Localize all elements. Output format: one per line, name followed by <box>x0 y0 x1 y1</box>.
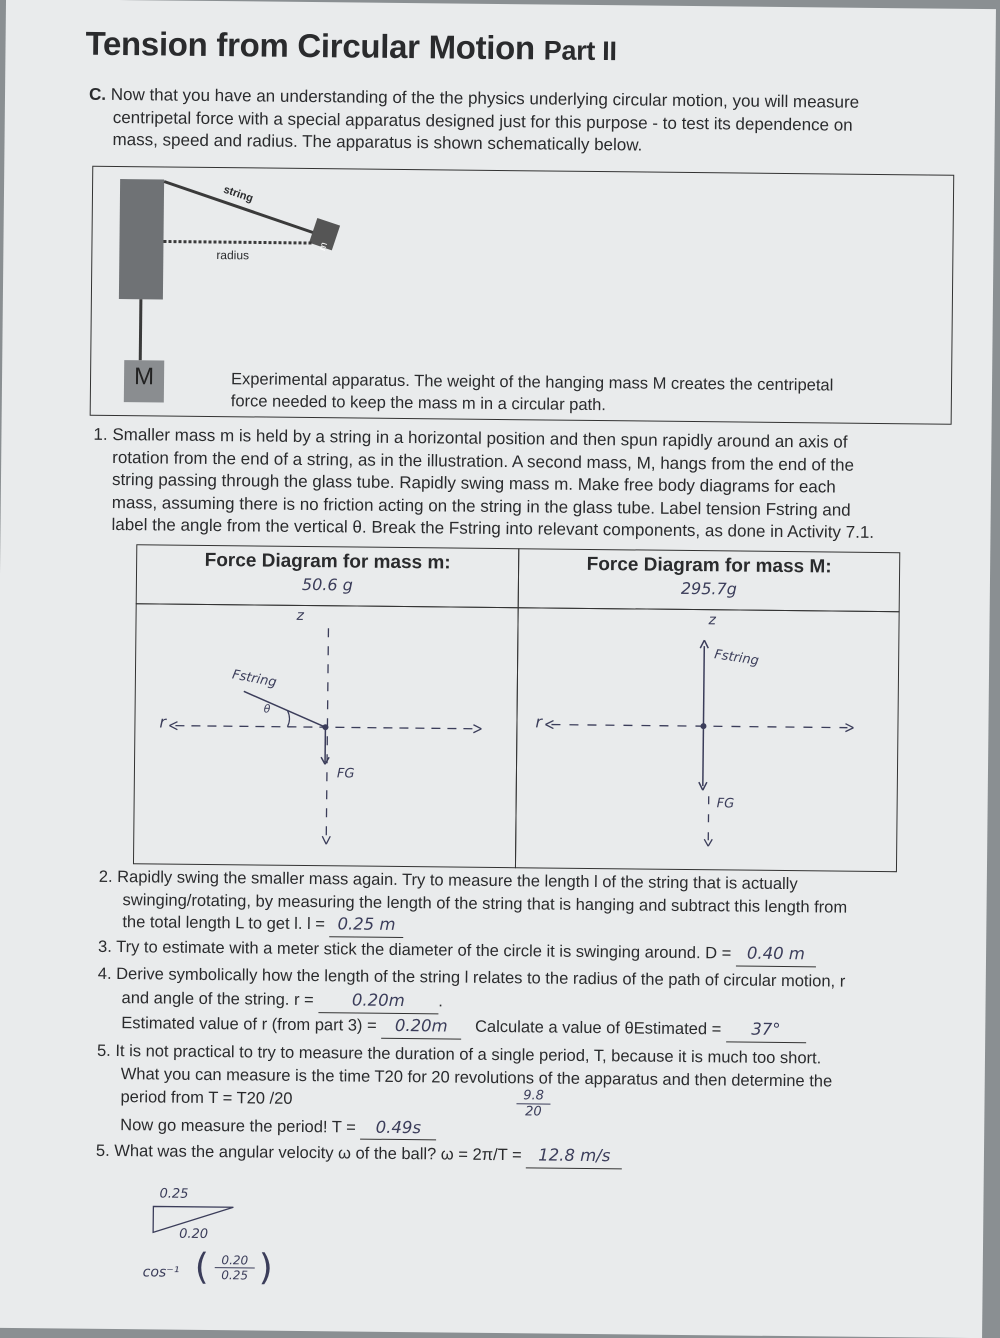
left-right-arrowhead <box>473 725 481 733</box>
q3-answer: 0.40 m <box>736 943 816 967</box>
q4-estimate-prefix: Estimated value of r (from part 3) = <box>121 1014 377 1035</box>
work-hypotenuse: 0.25 <box>159 1186 188 1201</box>
work-adjacent: 0.20 <box>179 1227 208 1242</box>
left-header-cell <box>136 544 520 608</box>
big-mass-label: M <box>124 363 164 391</box>
q4-line-2: and angle of the string. r = <box>121 989 313 1009</box>
right-fstring-label: Fstring <box>713 647 760 669</box>
right-diagram-cell <box>515 607 900 872</box>
intro-line-2: centripetal force with a special apparatus designed just for this purpose - to test its dependence on <box>89 106 929 137</box>
q5-work-fraction <box>516 1088 550 1119</box>
glass-tube <box>119 179 164 299</box>
q4-line-1: Derive symbolically how the length of the string l relates to the radius of the path of circular motion, r <box>116 965 845 991</box>
left-mass-value: 50.6 g <box>137 573 518 596</box>
left-header: Force Diagram for mass m: <box>137 549 518 575</box>
q4-number: 4. <box>98 965 112 983</box>
q4-r-answer: 0.20m <box>318 988 438 1014</box>
work-cos-inverse: cos⁻¹ <box>143 1264 180 1280</box>
q2-number: 2. <box>99 868 113 886</box>
q1-line-4: mass, assuming there is no friction acting on the string in the glass tube. Label tension Fstring and <box>93 491 923 522</box>
fstring-vector <box>243 691 325 727</box>
q5-line-2: What you can measure is the time T20 for 20 revolutions of the apparatus and then determine the <box>97 1063 917 1095</box>
intro-line-3: mass, speed and radius. The apparatus is shown schematically below. <box>88 129 928 160</box>
q2-line-1: Rapidly swing the smaller mass again. Try to measure the length l of the string that is actually <box>117 868 798 893</box>
q1-line-1: Smaller mass m is held by a string in a horizontal position and then spun rapidly around an axis of <box>112 425 847 452</box>
hanging-string <box>140 299 141 360</box>
right-down-arrowhead <box>704 839 712 846</box>
q1-line-2: rotation from the end of a string, as in the illustration. A second mass, M, hangs from the end of the <box>93 446 923 477</box>
question-6 <box>96 1140 916 1172</box>
right-horizontal-axis <box>551 725 847 728</box>
left-r-label: r <box>159 712 166 731</box>
q5-line-4: Now go measure the period! T = <box>120 1116 356 1136</box>
theta-label: θ <box>264 703 271 716</box>
q1-number: 1. <box>93 425 107 444</box>
q2-answer: 0.25 m <box>329 913 403 937</box>
left-z-label: z <box>296 608 304 624</box>
force-diagram-table <box>133 544 900 872</box>
q6-number: 5. <box>96 1142 110 1160</box>
page-title <box>85 25 617 69</box>
work-fraction-denominator: 0.25 <box>215 1268 255 1282</box>
work-paren-right: ) <box>259 1248 273 1289</box>
q5-period-answer: 0.49s <box>360 1116 436 1141</box>
right-header-cell <box>518 548 901 612</box>
work-fraction <box>215 1253 255 1282</box>
left-fbd <box>134 604 520 869</box>
q4-estimate-answer: 0.20m <box>381 1014 461 1040</box>
q3-number: 3. <box>98 938 112 956</box>
left-down-arrowhead <box>322 836 330 844</box>
radius-line <box>163 241 312 243</box>
right-r-label: r <box>535 712 542 731</box>
question-5 <box>96 1040 917 1146</box>
work-paren-left: ( <box>195 1247 209 1288</box>
apparatus-caption <box>231 368 931 419</box>
q3-text: Try to estimate with a meter stick the diameter of the circle it is swinging around. D = <box>116 938 731 962</box>
q1-line-3: string passing through the glass tube. Rapidly swing mass m. Make free body diagrams for each <box>93 469 923 500</box>
q6-text: What was the angular velocity ω of the ball? ω = 2π/T = <box>114 1142 522 1164</box>
radius-label: radius <box>216 248 249 262</box>
title-main: Tension from Circular Motion <box>85 25 535 67</box>
q6-answer: 12.8 m/s <box>526 1144 622 1169</box>
right-z-label: z <box>708 612 716 628</box>
caption-line-2: force needed to keep the mass m in a circular path. <box>231 390 931 419</box>
right-mass-value: 295.7g <box>519 577 899 600</box>
intro-label: C. <box>89 85 106 104</box>
right-fbd <box>516 608 901 873</box>
left-fg-label: FG <box>337 766 355 781</box>
q2-line-3: the total length L to get l. l = <box>122 913 325 933</box>
left-diagram-cell <box>133 603 519 868</box>
left-vertical-axis <box>326 628 328 844</box>
right-header: Force Diagram for mass M: <box>519 553 899 579</box>
intro-line-1: Now that you have an understanding of the the physics underlying circular motion, you will measure <box>111 85 860 112</box>
q5-fraction-denominator: 20 <box>516 1104 550 1119</box>
apparatus-figure <box>90 166 955 425</box>
theta-arc <box>287 711 289 727</box>
q1-line-5: label the angle from the vertical θ. Break the Fstring into relevant components, as done in Activity 7.1. <box>92 514 922 545</box>
q5-fraction-numerator: 9.8 <box>516 1088 550 1104</box>
question-4: 4. Derive symbolically how the length of the string l relates to the radius of the path of circular motion, r and angle of the string. r = 0.20m . Estimated value of r (from part 3) = 0.20m Calculate a value of θEstimated = 37° <box>97 962 923 1045</box>
q4-calc-prefix: Calculate a value of θEstimated = <box>475 1018 721 1039</box>
intro-paragraph <box>88 84 929 160</box>
small-mass-label: m <box>317 241 330 252</box>
question-1 <box>92 424 923 545</box>
q5-line-3: period from T = T20 /20 <box>96 1086 916 1118</box>
q4-theta-answer: 37° <box>726 1017 806 1043</box>
q2-line-2: swinging/rotating, by measuring the length of the string that is hanging and subtract this length from <box>98 888 918 919</box>
question-2 <box>98 866 919 943</box>
right-fg-label: FG <box>717 796 735 811</box>
string-label: string <box>222 184 255 205</box>
right-body-dot <box>700 723 706 729</box>
caption-line-1: Experimental apparatus. The weight of the hanging mass M creates the centripetal <box>231 368 931 397</box>
right-vertical-vector <box>703 646 704 786</box>
q5-line-1: It is not practical to try to measure the duration of a single period, T, because it is much too short. <box>115 1042 821 1067</box>
title-part: Part II <box>544 35 617 66</box>
work-fraction-numerator: 0.20 <box>215 1253 255 1268</box>
left-fstring-label: Fstring <box>231 667 278 690</box>
q5-number: 5. <box>97 1042 111 1060</box>
